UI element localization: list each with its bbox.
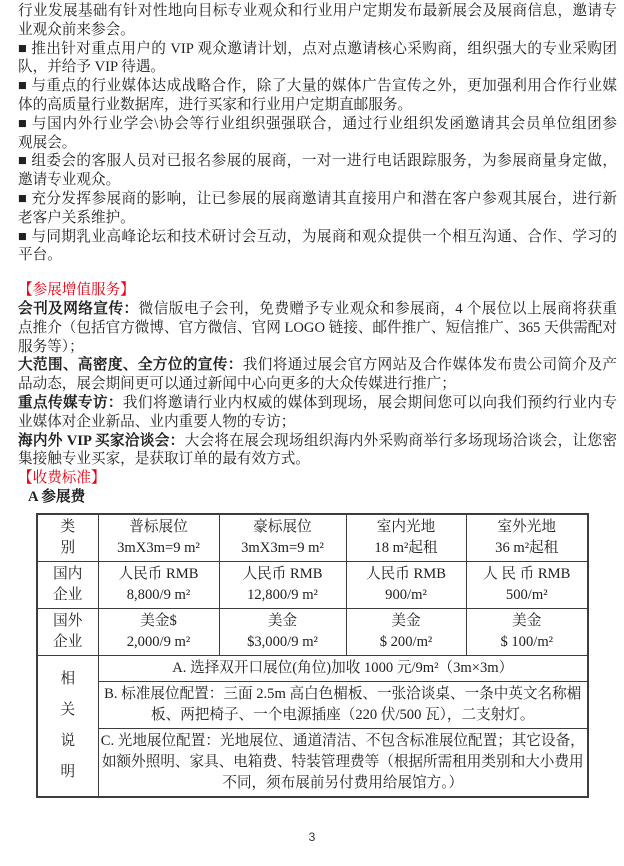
row-label-domestic: 国内 企业 [37,562,98,609]
row-label-foreign: 国外 企业 [37,609,98,656]
value-added-item-vip-buyer-meeting [18,432,617,470]
item-title: 海内外 VIP 买家洽谈会： [18,432,185,449]
text-line [18,432,617,451]
item-text: 我们将邀请行业内权威的媒体到现场，展会期间您可以向我们预约行业内专 [122,394,617,411]
fee-table-note-row-c [37,729,588,798]
text-line [18,300,617,319]
section-header-value-added-services: 【参展增值服务】 [18,282,135,299]
fee-table-domestic-row [37,562,588,609]
value-added-item-bulletin-promotion [18,300,617,356]
text-line: 队，并给予 VIP 待遇。 [18,59,166,76]
item-title: 重点传媒专访： [18,394,123,411]
item-title: 会刊及网络宣传： [18,300,139,317]
section-header-fee-standard: 【收费标准】 [18,470,106,487]
price-cell: 美金$ 2,000/9 m² [98,609,219,656]
text-line: 服务等）； [18,338,84,355]
text-line: 品动态，展会期间更可以通过新闻中心向更多的大众传媒进行推广； [18,376,456,393]
item-text: 微信版电子会刊，免费赠予专业观众和参展商，4 个展位以上展商将获重 [138,300,617,317]
text-line: 集接触专业买家，是获取订单的最有效方式。 [18,451,310,468]
text-line: 体的高质量行业数据库，进行买家和行业用户定期直邮服务。 [18,96,413,113]
header-cell-category: 类 别 [37,514,98,562]
intro-paragraphs [18,2,617,265]
text-line [18,356,617,375]
text-line: 行业发展基础有针对性地向目标专业观众和行业用户定期发布最新展会及展商信息，邀请专 [18,3,617,19]
bullet-text-line: ■ 与同期乳业高峰论坛和技术研讨会互动，为展商和观众提供一个相互沟通、合作、学习的 [18,228,617,245]
header-cell-standard-booth: 普标展位 3mX3m=9 m² [98,514,219,562]
header-cell-indoor-space: 室内光地 18 m²起租 [346,514,466,562]
item-text: 大会将在展会现场组织海内外采购商举行多场现场洽谈会，让您密 [184,432,617,449]
fee-table-foreign-row [37,609,588,656]
price-cell: 美金 $ 100/m² [466,609,588,656]
fee-table-note-row-a [37,656,588,682]
header-cell-outdoor-space: 室外光地 36 m²起租 [466,514,588,562]
bullet-text-line: ■ 充分发挥参展商的影响，让已参展的展商邀请其直接用户和潜在客户参观其展台，进行新 [18,190,617,207]
price-cell: 人民币 RMB 900/m² [346,562,466,609]
item-text: 我们将通过展会官方网站及合作媒体发布贵公司简介及产 [242,357,617,374]
bullet-text-line: ■ 组委会的客服人员对已报名参展的展商，一对一进行电话跟踪服务，为参展商量身定做， [18,153,617,170]
price-cell: 美金 $3,000/9 m² [219,609,346,656]
text-line: 观展会。 [18,134,77,151]
text-line: 老客户关系维护。 [18,209,135,226]
item-title: 大范围、高密度、全方位的宣传： [18,357,243,374]
text-line: 邀请专业观众。 [18,172,121,189]
value-added-item-wide-publicity [18,356,617,394]
text-line [18,394,617,413]
value-added-item-media-interview [18,394,617,432]
text-line: 业观众前来参会。 [18,21,135,38]
note-cell-a: A. 选择双开口展位(角位)加收 1000 元/9m²（3m×3m） [98,656,588,682]
fee-table-header-row [37,514,588,562]
note-cell-c: C. 光地展位配置：光地展位、通道清洁、不包含标准展位配置；其它设备，如额外照明、家具、电箱费、特装管理费等（根据所需租用类别和大小费用不同，须布展前另付费用给展馆方。） [98,729,588,798]
row-label-remarks: 相 关 说 明 [37,656,98,798]
header-cell-deluxe-booth: 豪标展位 3mX3m=9 m² [219,514,346,562]
bullet-text-line: ■ 与重点的行业媒体达成战略合作，除了大量的媒体广告宣传之外，更加强利用合作行业媒 [18,78,617,95]
note-cell-b: B. 标准展位配置：三面 2.5m 高白色楣板、一张洽谈桌、一条中英文名称楣板、两把椅子、一个电源插座（220 伏/500 瓦），二支射灯。 [98,682,588,729]
text-line: 点推介（包括官方微博、官方微信、官网 LOGO 链接、邮件推广、短信推广、365 天供需配对 [18,319,617,336]
bullet-text-line: ■ 推出针对重点用户的 VIP 观众邀请计划，点对点邀请核心采购商，组织强大的专业采购团 [18,40,617,57]
fees-subheading: A 参展费 [28,488,86,505]
fee-table-note-row-b [37,682,588,729]
page-number: 3 [308,830,316,844]
price-cell: 美金 $ 200/m² [346,609,466,656]
text-line: 业媒体对企业新品、业内重要人物的专访； [18,413,296,430]
text-line: 平台。 [18,247,62,264]
fee-table [36,513,589,799]
bullet-text-line: ■ 与国内外行业学会\协会等行业组织强强联合，通过行业组织发函邀请其会员单位组团参 [18,115,617,132]
price-cell: 人民币 RMB 12,800/9 m² [219,562,346,609]
price-cell: 人 民 币 RMB 500/m² [466,562,588,609]
price-cell: 人民币 RMB 8,800/9 m² [98,562,219,609]
